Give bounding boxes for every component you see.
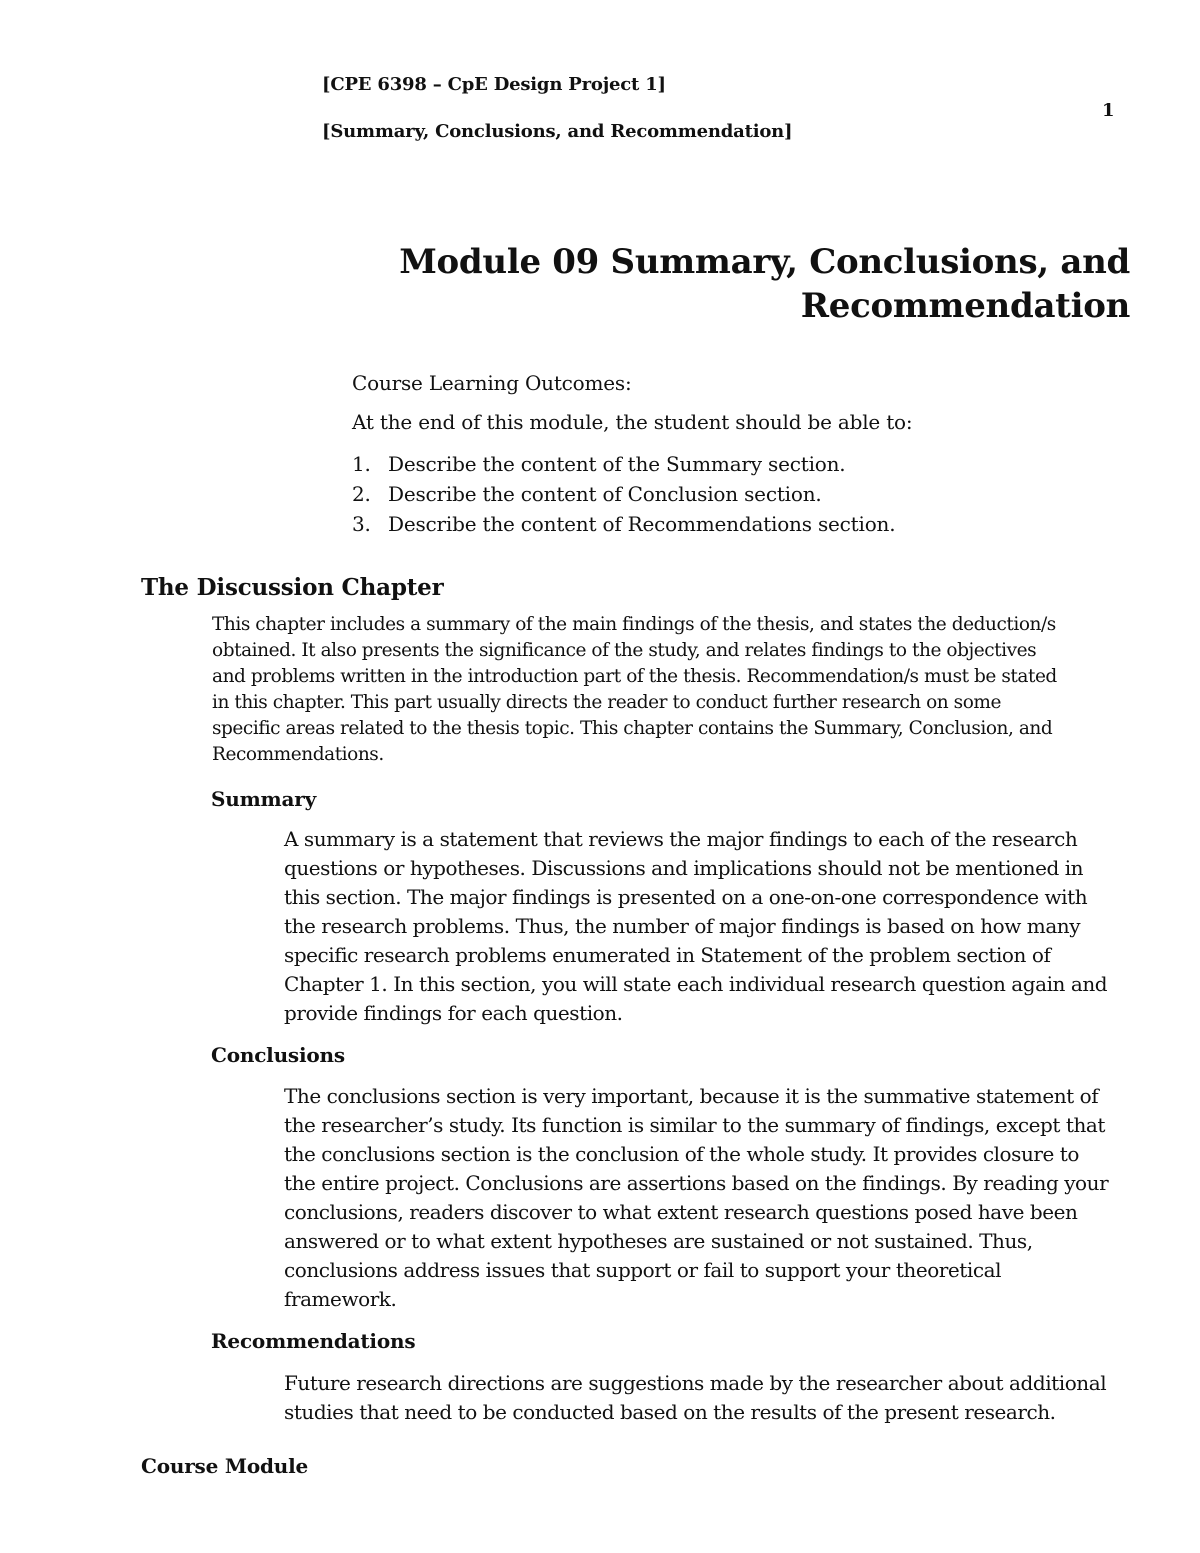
text-line: studies that need to be conducted based on the results of the present research. [284,1400,1056,1424]
text-line: The conclusions section is very important, because it is the summative statement of [284,1084,1099,1108]
list-item [352,509,895,539]
text-line: Chapter 1. In this section, you will state each individual research question again and [284,972,1108,996]
conclusions-paragraph [284,1082,1134,1314]
text-line: Future research directions are suggestions made by the researcher about additional [284,1371,1107,1395]
subheading-conclusions: Conclusions [211,1043,345,1067]
text-line: specific areas related to the thesis topic. This chapter contains the Summary, Conclusion, and [212,718,1053,739]
text-line: obtained. It also presents the significance of the study, and relates findings to the objectives [212,640,1037,661]
text-line: A summary is a statement that reviews the major findings to each of the research [284,827,1078,851]
list-item-text: Describe the content of Conclusion section. [388,482,822,506]
section-heading-discussion: The Discussion Chapter [141,574,444,601]
list-item [352,479,895,509]
course-module-heading: Course Module [141,1454,309,1478]
text-line: the researcher’s study. Its function is similar to the summary of findings, except that [284,1113,1105,1137]
text-line: in this chapter. This part usually directs the reader to conduct further research on some [212,692,1001,713]
recommendations-paragraph [284,1369,1134,1427]
list-item-number: 3. [352,512,371,536]
discussion-paragraph [212,612,1132,768]
text-line: provide findings for each question. [284,1001,623,1025]
header-course: [CPE 6398 – CpE Design Project 1] [322,74,666,95]
page-title-line-2: Recommendation [800,286,1130,326]
text-line: the research problems. Thus, the number of major findings is based on how many [284,914,1081,938]
list-item [352,449,895,479]
text-line: Recommendations. [212,744,384,765]
list-item-number: 1. [352,452,371,476]
list-item-text: Describe the content of the Summary section. [388,452,846,476]
text-line: conclusions address issues that support or fail to support your theoretical [284,1258,1002,1282]
subheading-summary: Summary [211,787,317,811]
text-line: answered or to what extent hypotheses are sustained or not sustained. Thus, [284,1229,1033,1253]
header-topic: [Summary, Conclusions, and Recommendation] [322,121,793,142]
page-number: 1 [1102,100,1115,121]
text-line: conclusions, readers discover to what extent research questions posed have been [284,1200,1078,1224]
outcomes-list [352,449,895,539]
text-line: the conclusions section is the conclusion of the whole study. It provides closure to [284,1142,1079,1166]
outcomes-heading: Course Learning Outcomes: [352,371,632,395]
list-item-number: 2. [352,482,371,506]
text-line: This chapter includes a summary of the main findings of the thesis, and states the deduction/s [212,614,1056,635]
text-line: and problems written in the introduction part of the thesis. Recommendation/s must be stated [212,666,1057,687]
summary-paragraph [284,825,1134,1028]
outcomes-intro: At the end of this module, the student should be able to: [352,410,913,434]
subheading-recommendations: Recommendations [211,1329,416,1353]
page-title-line-1: Module 09 Summary, Conclusions, and [399,242,1130,282]
page-title [399,240,1130,328]
list-item-text: Describe the content of Recommendations section. [388,512,896,536]
text-line: this section. The major findings is presented on a one-on-one correspondence with [284,885,1088,909]
text-line: specific research problems enumerated in Statement of the problem section of [284,943,1051,967]
text-line: framework. [284,1287,397,1311]
text-line: the entire project. Conclusions are assertions based on the findings. By reading your [284,1171,1109,1195]
text-line: questions or hypotheses. Discussions and implications should not be mentioned in [284,856,1084,880]
